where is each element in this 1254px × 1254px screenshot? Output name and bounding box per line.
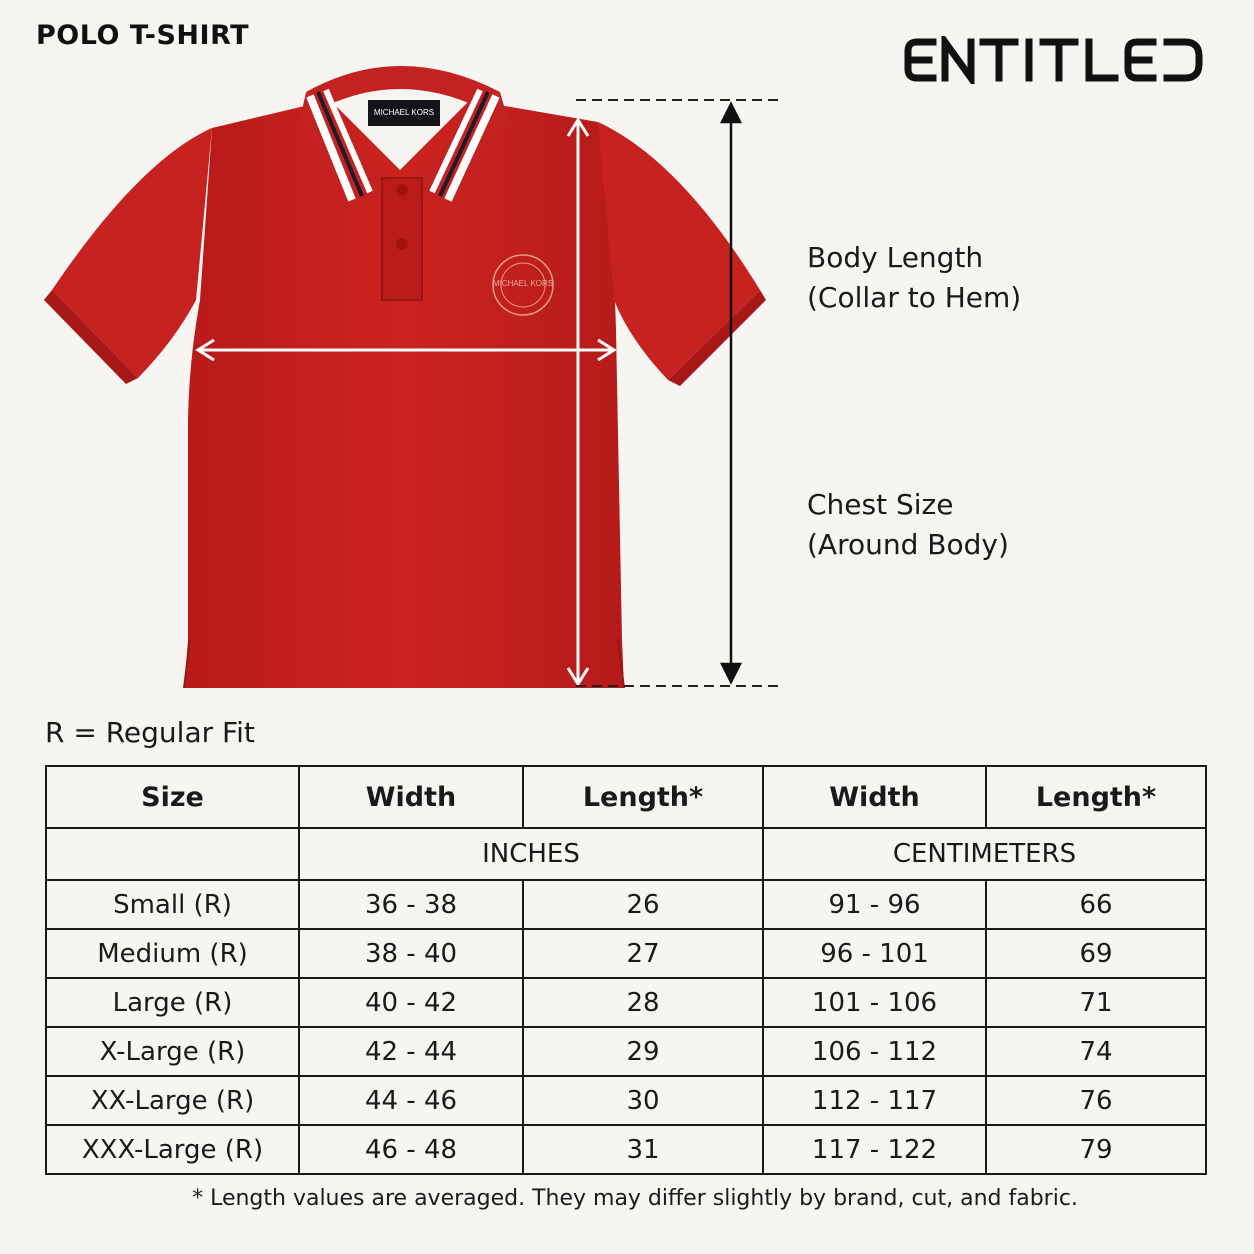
width-cm-cell: 106 - 112 [763, 1027, 986, 1076]
length-in-cell: 28 [523, 978, 763, 1027]
length-in-cell: 27 [523, 929, 763, 978]
header-size: Size [46, 766, 299, 828]
length-cm-cell: 76 [986, 1076, 1206, 1125]
polo-shirt-illustration [44, 66, 766, 688]
size-cell: Small (R) [46, 880, 299, 929]
width-cm-cell: 112 - 117 [763, 1076, 986, 1125]
length-in-cell: 26 [523, 880, 763, 929]
body-length-arrow [722, 104, 740, 682]
header-width-cm: Width [763, 766, 986, 828]
table-row [46, 880, 1206, 929]
width-cm-cell: 96 - 101 [763, 929, 986, 978]
units-row [46, 828, 1206, 880]
length-in-cell: 31 [523, 1125, 763, 1174]
width-in-cell: 38 - 40 [299, 929, 523, 978]
length-cm-cell: 79 [986, 1125, 1206, 1174]
body-length-label [807, 238, 1021, 318]
width-in-cell: 36 - 38 [299, 880, 523, 929]
size-cell: XX-Large (R) [46, 1076, 299, 1125]
table-row [46, 929, 1206, 978]
units-empty-cell [46, 828, 299, 880]
size-cell: Medium (R) [46, 929, 299, 978]
length-cm-cell: 69 [986, 929, 1206, 978]
table-row [46, 1027, 1206, 1076]
page-title: POLO T-SHIRT [36, 20, 250, 51]
size-chart-table [45, 765, 1207, 1175]
collar-label: MICHAEL KORS [373, 108, 435, 117]
size-cell: Large (R) [46, 978, 299, 1027]
width-in-cell: 42 - 44 [299, 1027, 523, 1076]
header-length-in: Length* [523, 766, 763, 828]
length-cm-cell: 74 [986, 1027, 1206, 1076]
chest-logo-center: MICHAEL KORS [492, 279, 554, 288]
header-width-in: Width [299, 766, 523, 828]
length-cm-cell: 66 [986, 880, 1206, 929]
length-cm-cell: 71 [986, 978, 1206, 1027]
body-length-line1: Body Length [807, 241, 984, 274]
length-in-cell: 29 [523, 1027, 763, 1076]
table-row [46, 1125, 1206, 1174]
size-cell: X-Large (R) [46, 1027, 299, 1076]
units-inches: INCHES [299, 828, 763, 880]
width-in-cell: 40 - 42 [299, 978, 523, 1027]
chest-size-line2: (Around Body) [807, 528, 1009, 561]
size-cell: XXX-Large (R) [46, 1125, 299, 1174]
table-row [46, 978, 1206, 1027]
width-cm-cell: 117 - 122 [763, 1125, 986, 1174]
width-in-cell: 46 - 48 [299, 1125, 523, 1174]
width-cm-cell: 91 - 96 [763, 880, 986, 929]
body-length-line2: (Collar to Hem) [807, 281, 1022, 314]
table-header-row [46, 766, 1206, 828]
width-in-cell: 44 - 46 [299, 1076, 523, 1125]
table-row [46, 1076, 1206, 1125]
units-centimeters: CENTIMETERS [763, 828, 1206, 880]
header-length-cm: Length* [986, 766, 1206, 828]
length-in-cell: 30 [523, 1076, 763, 1125]
footnote: * Length values are averaged. They may differ slightly by brand, cut, and fabric. [192, 1186, 1078, 1211]
fit-note: R = Regular Fit [45, 716, 255, 749]
chest-logo [490, 279, 556, 288]
chest-size-label [807, 485, 1009, 565]
width-cm-cell: 101 - 106 [763, 978, 986, 1027]
chest-size-line1: Chest Size [807, 488, 954, 521]
